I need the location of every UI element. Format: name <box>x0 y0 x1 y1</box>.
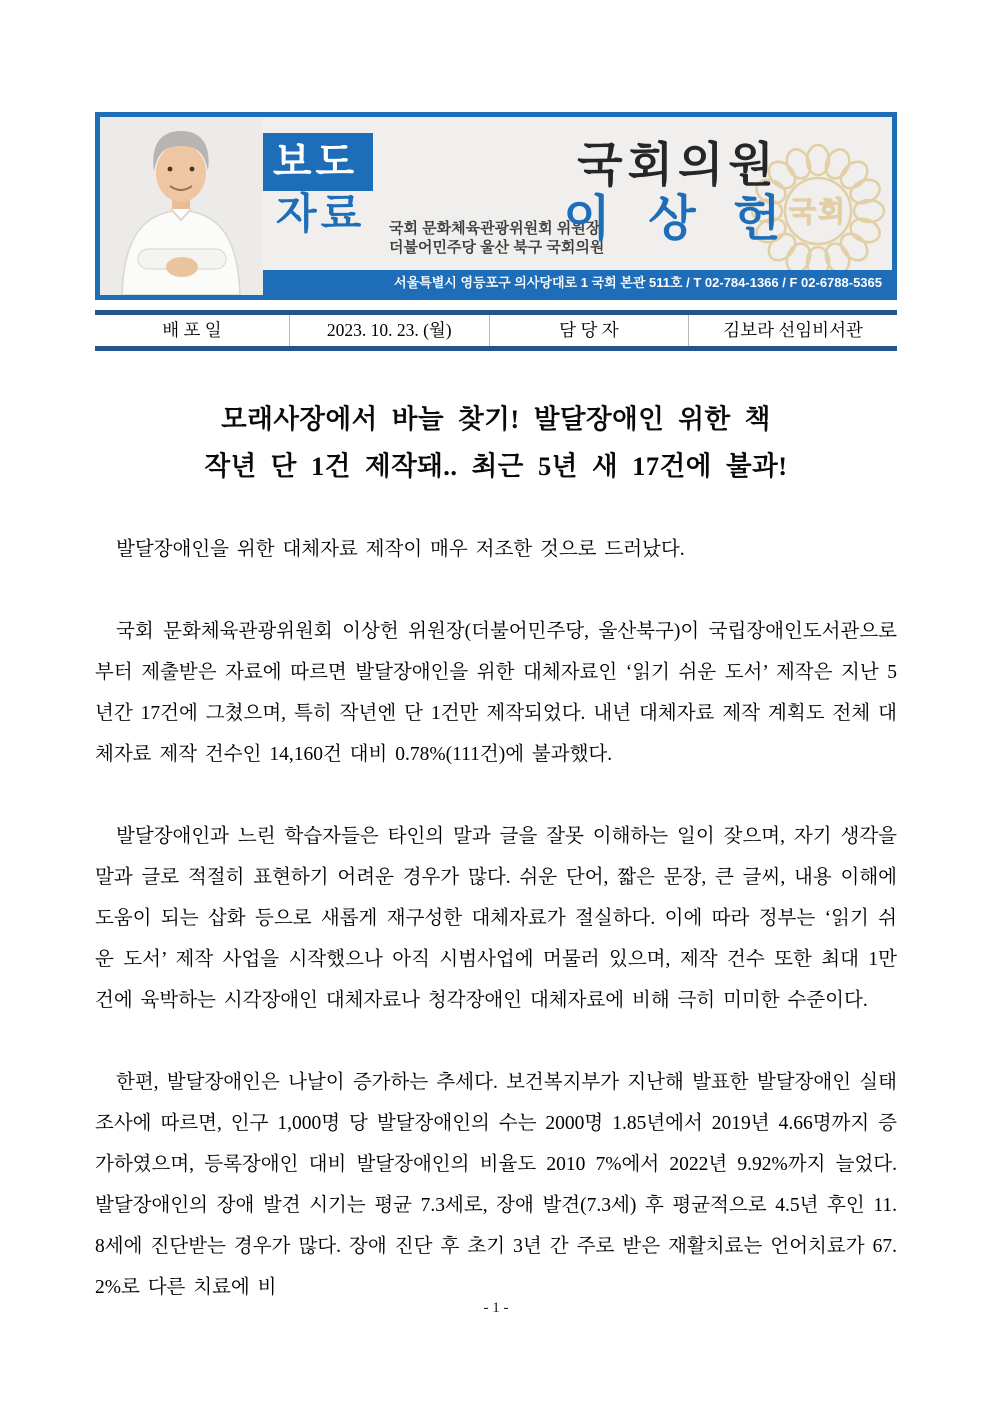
release-info-table <box>95 310 897 351</box>
contact-person-label: 담 당 자 <box>490 315 690 346</box>
member-identity <box>512 139 844 247</box>
document-title <box>95 396 897 490</box>
document-title-line-2: 작년 단 1건 제작돼.. 최근 5년 새 17건에 불과! <box>204 451 788 481</box>
emblem-text: 국회 <box>788 196 848 227</box>
position-line-1: 국회 문화체육관광위원회 위원장 <box>389 220 601 237</box>
document-title-line-1: 모래사장에서 바늘 찾기! 발달장애인 위한 책 <box>221 404 771 434</box>
page-number: - 1 - <box>483 1300 509 1316</box>
release-date-label: 배 포 일 <box>95 315 290 346</box>
body-paragraph: 발달장애인과 느린 학습자들은 타인의 말과 글을 잘못 이해하는 일이 잦으며, 자기 생각을 말과 글로 적절히 표현하기 어려운 경우가 많다. 쉬운 단어, 짧은 문장, 큰 글씨, 내용 이해에 도움이 되는 삽화 등으로 새롭게 재구성한 대체자료가 절실하다. 이에 따라 정부는 ‘읽기 쉬운 도서’ 제작 사업을 시작했으나 아직 시범사업에 머물러 있으며, 제작 건수 또한 최대 1만 건에 육박하는 시각장애인 대체자료나 청각장애인 대체자료에 비해 극히 미미한 수준이다. <box>95 826 897 1011</box>
release-date-value: 2023. 10. 23. (월) <box>290 315 490 346</box>
member-photo-illustration <box>100 117 263 295</box>
press-release-label-top: 보도 <box>272 140 359 184</box>
member-photo <box>100 117 263 295</box>
press-release-label-bottom: 자료 <box>276 190 366 237</box>
body-paragraph: 발달장애인을 위한 대체자료 제작이 매우 저조한 것으로 드러났다. <box>116 539 685 560</box>
member-title: 국회의원 <box>577 138 779 191</box>
office-contact-strip: 서울특별시 영등포구 의사당대로 1 국회 본관 511호 / T 02-784-1366 / F 02-6788-5365 <box>100 270 892 295</box>
press-release-label-top-box <box>258 133 373 191</box>
contact-person-value: 김보라 선임비서관 <box>723 320 863 340</box>
document-main <box>95 396 897 1349</box>
press-header-banner <box>95 112 897 300</box>
position-line-2: 더불어민주당 울산 북구 국회의원 <box>389 239 605 256</box>
member-name: 이 상 헌 <box>563 192 793 246</box>
document-body <box>95 529 897 1308</box>
body-paragraph: 국회 문화체육관광위원회 이상헌 위원장(더불어민주당, 울산북구)이 국립장애인도서관으로부터 제출받은 자료에 따르면 발달장애인을 위한 대체자료인 ‘읽기 쉬운 도서’ 제작은 지난 5년간 17건에 그쳤으며, 특히 작년엔 단 1건만 제작되었다. 내년 대체자료 제작 계획도 전체 대체자료 제작 건수인 14,160건 대비 0.78%(111건)에 불과했다. <box>95 621 897 765</box>
body-paragraph: 한편, 발달장애인은 나날이 증가하는 추세다. 보건복지부가 지난해 발표한 발달장애인 실태조사에 따르면, 인구 1,000명 당 발달장애인의 수는 2000명 1.85년에서 2019년 4.66명까지 증가하였으며, 등록장애인 대비 발달장애인의 비율도 2010 7%에서 2022년 9.92%까지 늘었다. 발달장애인의 장애 발견 시기는 평균 7.3세로, 장애 발견(7.3세) 후 평균적으로 4.5년 후인 11.8세에 진단받는 경우가 많다. 장애 진단 후 초기 3년 간 주로 받은 재활치료는 언어치료가 67.2%로 다른 치료에 비 <box>95 1072 897 1298</box>
